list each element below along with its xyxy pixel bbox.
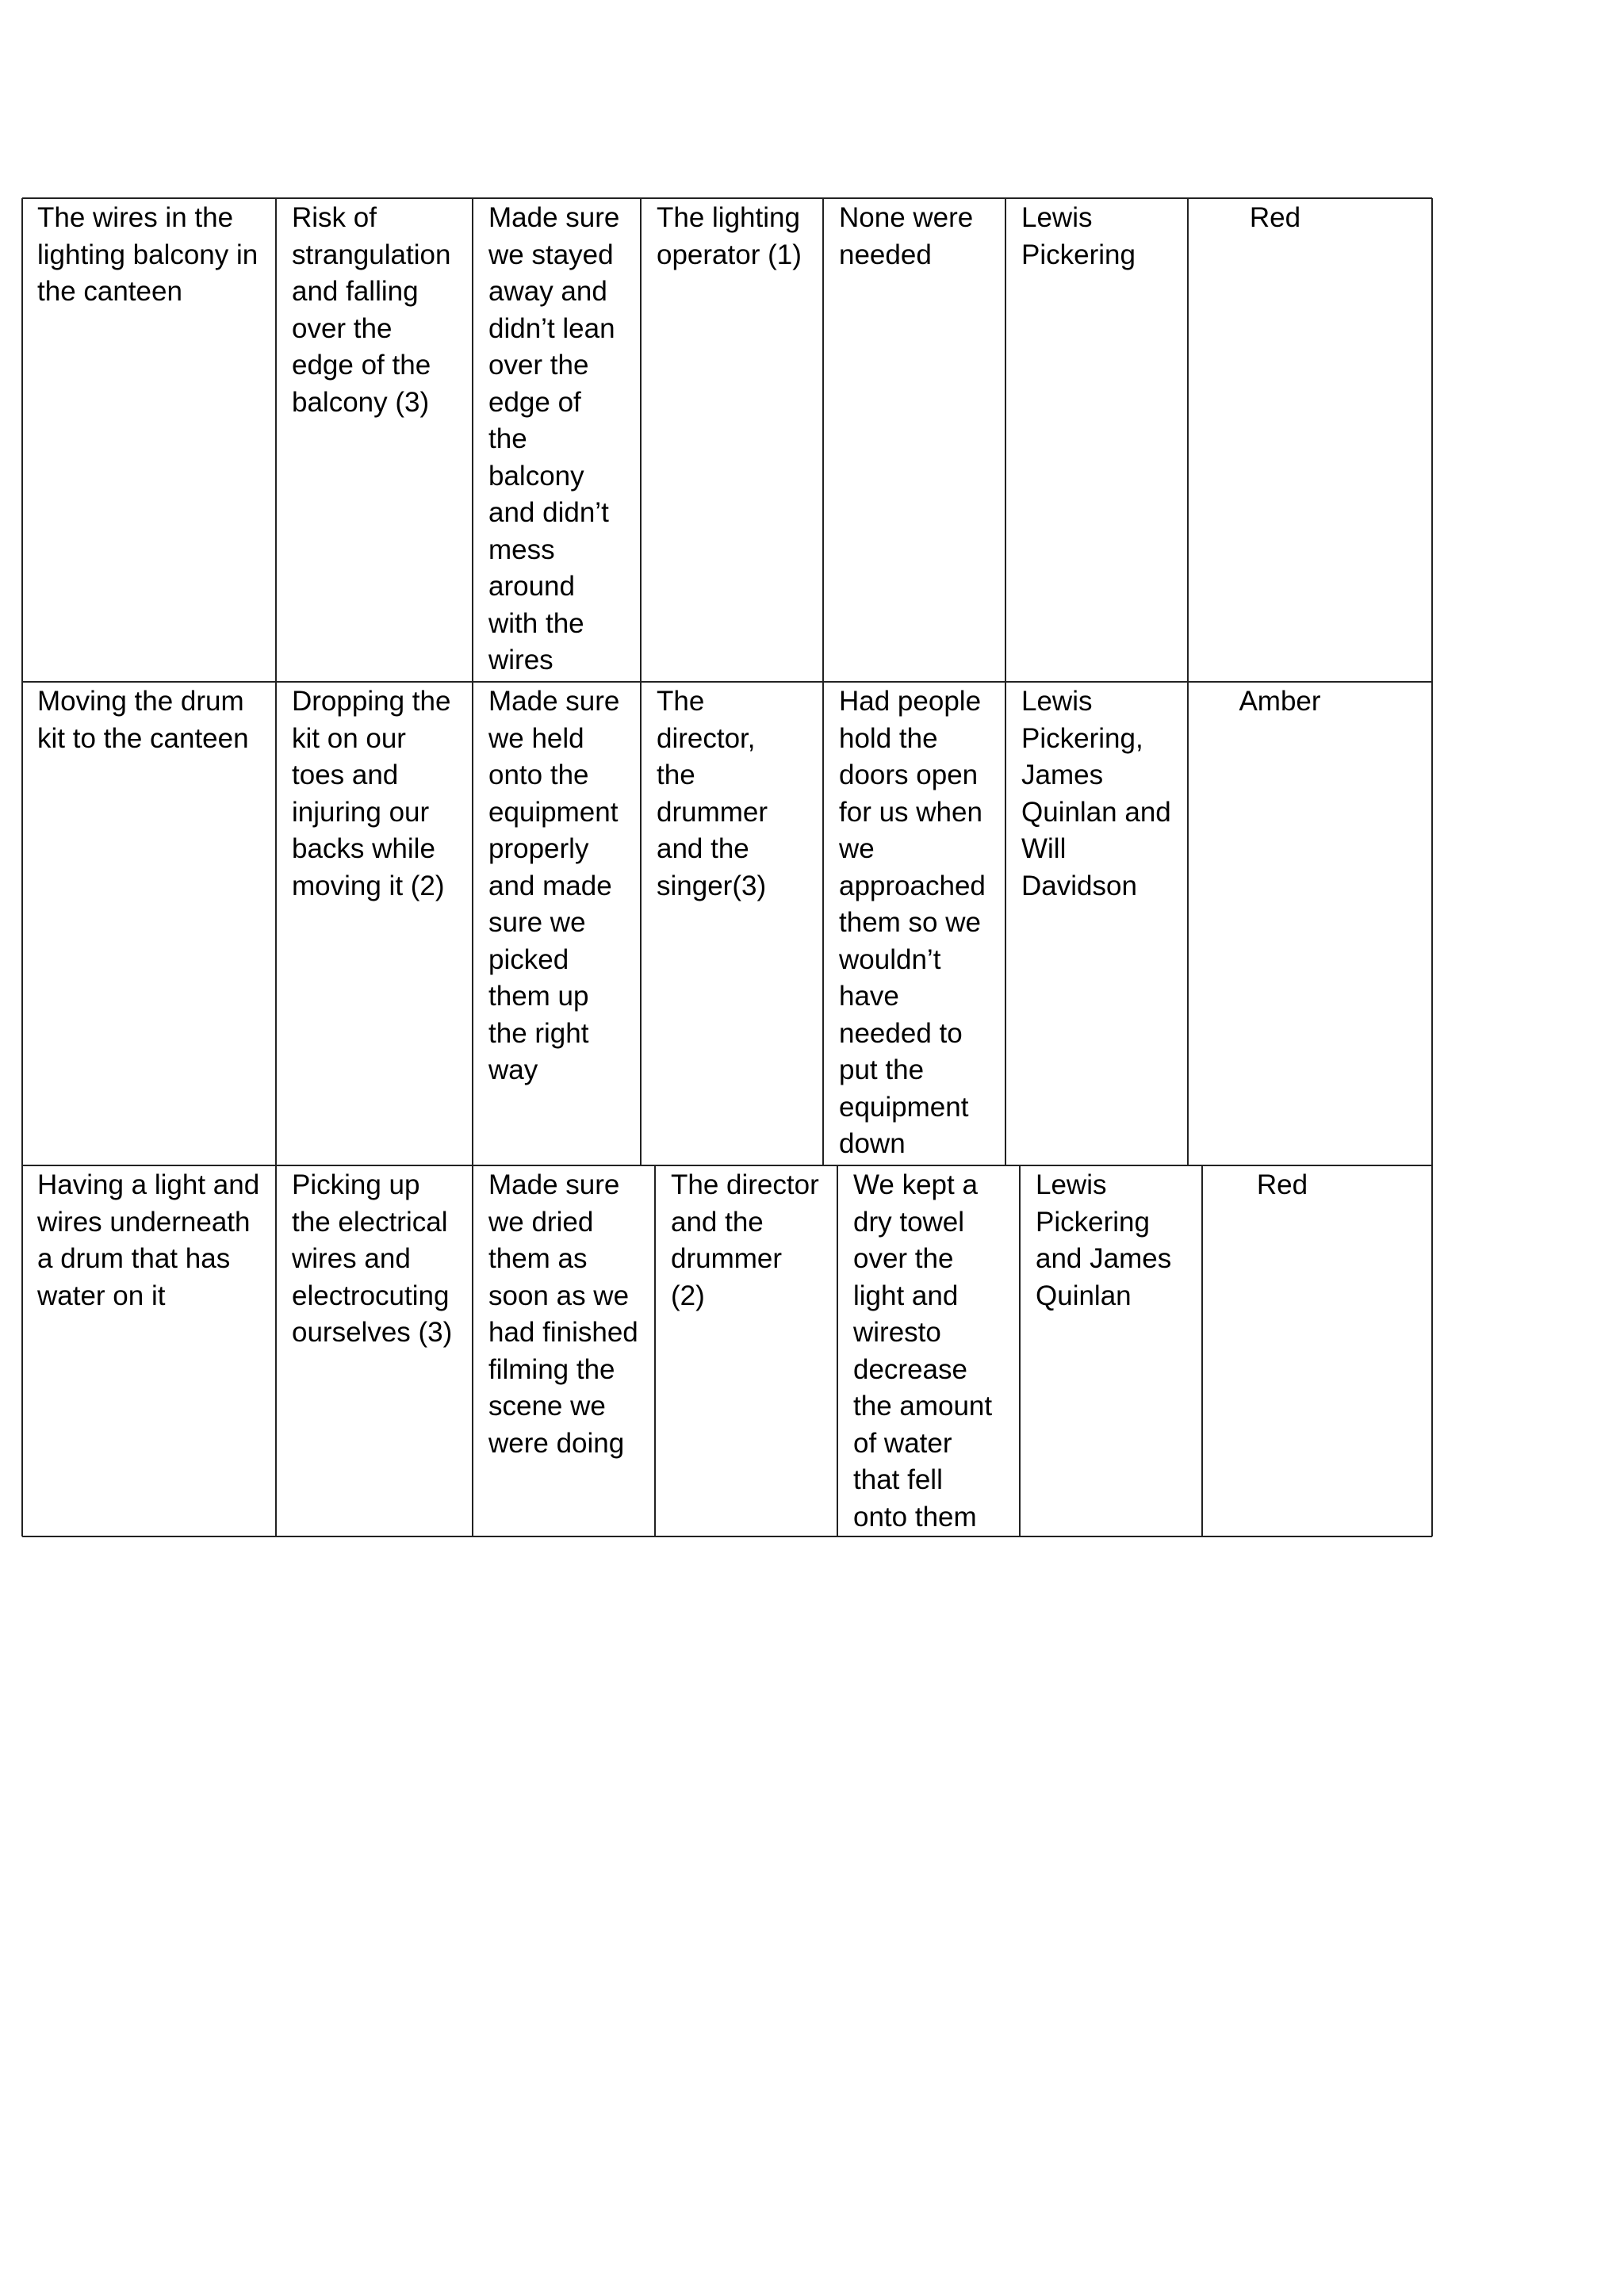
row-2-rating: Amber bbox=[1239, 686, 1321, 717]
row-3-precautions: Made sure we dried them as soon as we had finished filming the scene we were doing bbox=[488, 1169, 638, 1459]
row-3-rating: Red bbox=[1256, 1169, 1308, 1200]
row-2-hazard: Moving the drum kit to the canteen bbox=[37, 686, 249, 754]
row-2-risk: Dropping the kit on our toes and injuring our backs while moving it (2) bbox=[292, 686, 451, 901]
row-1-who-at-risk: The lighting operator (1) bbox=[657, 202, 802, 270]
row-1-precautions: Made sure we stayed away and didn’t lean over the edge of the balcony and didn’t mess around with the wires bbox=[488, 202, 620, 675]
row-3-who-at-risk: The director and the drummer (2) bbox=[671, 1169, 819, 1311]
row-2-who-at-risk: The director, the drummer and the singer(3) bbox=[657, 686, 768, 901]
row-2-responsible: Lewis Pickering, James Quinlan and Will Davidson bbox=[1021, 686, 1171, 901]
row-2-further-action: Had people hold the doors open for us when we approached them so we wouldn’t have needed to put the equipment down bbox=[839, 686, 986, 1159]
row-3-responsible: Lewis Pickering and James Quinlan bbox=[1036, 1169, 1172, 1311]
row-3-further-action: We kept a dry towel over the light and wiresto decrease the amount of water that fell onto them bbox=[853, 1169, 993, 1533]
row-3-risk: Picking up the electrical wires and electrocuting ourselves (3) bbox=[292, 1169, 453, 1348]
row-1-responsible: Lewis Pickering bbox=[1021, 202, 1136, 270]
row-1-rating: Red bbox=[1249, 202, 1301, 233]
row-2-precautions: Made sure we held onto the equipment properly and made sure we picked them up the right way bbox=[488, 686, 620, 1085]
row-1-hazard: The wires in the lighting balcony in the canteen bbox=[37, 202, 259, 307]
row-3-hazard: Having a light and wires underneath a drum that has water on it bbox=[37, 1169, 260, 1311]
row-1-further-action: None were needed bbox=[839, 202, 974, 270]
row-1-risk: Risk of strangulation and falling over the edge of the balcony (3) bbox=[292, 202, 451, 418]
